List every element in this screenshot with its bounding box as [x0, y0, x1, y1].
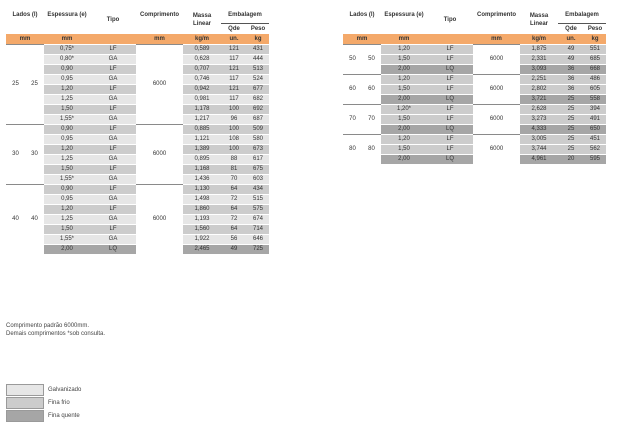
unit-comprimento: mm — [136, 34, 183, 45]
qde-cell: 56 — [221, 235, 247, 245]
tipo-cell: LF — [90, 225, 136, 235]
table-row — [6, 45, 296, 55]
comprimento-value: 6000 — [473, 45, 520, 75]
lado-value: 40 — [6, 185, 25, 255]
qde-cell: 49 — [221, 245, 247, 255]
massa-cell: 0,589 — [183, 45, 221, 55]
left-profile-table — [6, 6, 296, 254]
legend-item — [6, 409, 81, 422]
tipo-cell: LF — [427, 135, 473, 145]
peso-cell: 714 — [247, 225, 269, 235]
header-lados: Lados (l) — [12, 11, 38, 18]
lado-value: 25 — [25, 45, 44, 125]
espessura-cell: 1,20 — [381, 45, 427, 55]
tipo-cell: LQ — [90, 245, 136, 255]
header-massa-linear: Massa Linear — [192, 13, 212, 27]
espessura-cell: 2,00 — [381, 65, 427, 75]
qde-cell: 117 — [221, 75, 247, 85]
qde-cell: 117 — [221, 95, 247, 105]
header-massa-linear: Massa Linear — [529, 13, 549, 27]
massa-cell: 1,168 — [183, 165, 221, 175]
massa-cell: 1,560 — [183, 225, 221, 235]
massa-cell: 4,333 — [520, 125, 558, 135]
tipo-cell: GA — [90, 135, 136, 145]
qde-cell: 64 — [221, 205, 247, 215]
peso-cell: 682 — [247, 95, 269, 105]
espessura-cell: 1,20 — [381, 135, 427, 145]
tipo-cell: GA — [90, 195, 136, 205]
massa-cell: 3,005 — [520, 135, 558, 145]
espessura-cell: 1,20* — [381, 105, 427, 115]
massa-cell: 1,875 — [520, 45, 558, 55]
espessura-cell: 0,90 — [44, 185, 90, 195]
espessura-cell: 1,50 — [381, 145, 427, 155]
peso-cell: 491 — [584, 115, 606, 125]
tipo-cell: GA — [90, 95, 136, 105]
peso-cell: 515 — [247, 195, 269, 205]
legend — [6, 383, 81, 422]
peso-cell: 524 — [247, 75, 269, 85]
massa-cell: 1,860 — [183, 205, 221, 215]
tipo-cell: LF — [427, 85, 473, 95]
massa-cell: 2,628 — [520, 105, 558, 115]
peso-cell: 725 — [247, 245, 269, 255]
header-lados: Lados (l) — [349, 11, 375, 18]
qde-cell: 49 — [558, 45, 584, 55]
massa-cell: 1,389 — [183, 145, 221, 155]
espessura-cell: 1,50 — [381, 55, 427, 65]
header-comprimento: Comprimento — [477, 11, 516, 18]
qde-cell: 36 — [558, 85, 584, 95]
table-row — [6, 185, 296, 195]
unit-comprimento: mm — [473, 34, 520, 45]
peso-cell: 509 — [247, 125, 269, 135]
qde-cell: 64 — [221, 185, 247, 195]
espessura-cell: 1,20 — [44, 145, 90, 155]
tipo-cell: LF — [427, 45, 473, 55]
qde-cell: 100 — [221, 105, 247, 115]
qde-cell: 20 — [558, 155, 584, 165]
note-standard-length: Comprimento padrão 6000mm. — [6, 323, 90, 329]
peso-cell: 434 — [247, 185, 269, 195]
peso-cell: 580 — [247, 135, 269, 145]
comprimento-value: 6000 — [473, 135, 520, 165]
unit-espessura: mm — [44, 34, 90, 45]
peso-cell: 558 — [584, 95, 606, 105]
table-row — [343, 105, 633, 115]
espessura-cell: 1,55* — [44, 175, 90, 185]
massa-cell: 3,721 — [520, 95, 558, 105]
lado-value: 30 — [6, 125, 25, 185]
tipo-cell: GA — [90, 235, 136, 245]
comprimento-value: 6000 — [136, 45, 183, 125]
qde-cell: 36 — [558, 65, 584, 75]
qde-cell: 96 — [221, 115, 247, 125]
tipo-cell: LF — [90, 105, 136, 115]
header-espessura: Espessura (e) — [384, 11, 424, 18]
comprimento-value: 6000 — [136, 125, 183, 185]
espessura-cell: 1,20 — [381, 75, 427, 85]
massa-cell: 0,981 — [183, 95, 221, 105]
peso-cell: 687 — [247, 115, 269, 125]
qde-cell: 25 — [558, 125, 584, 135]
espessura-cell: 1,55* — [44, 235, 90, 245]
tipo-cell: LQ — [427, 95, 473, 105]
qde-cell: 25 — [558, 105, 584, 115]
espessura-cell: 1,25 — [44, 215, 90, 225]
qde-cell: 121 — [221, 65, 247, 75]
espessura-cell: 2,00 — [381, 155, 427, 165]
unit-qde: un. — [558, 34, 584, 45]
note-other-lengths: Demais comprimentos *sob consulta. — [6, 331, 106, 337]
unit-peso: kg — [247, 34, 269, 45]
peso-cell: 605 — [584, 85, 606, 95]
peso-cell: 394 — [584, 105, 606, 115]
massa-cell: 4,961 — [520, 155, 558, 165]
tipo-cell: LF — [90, 145, 136, 155]
qde-cell: 108 — [221, 135, 247, 145]
espessura-cell: 1,50 — [44, 105, 90, 115]
massa-cell: 1,217 — [183, 115, 221, 125]
massa-cell: 0,885 — [183, 125, 221, 135]
qde-cell: 100 — [221, 125, 247, 135]
tipo-cell: LF — [427, 145, 473, 155]
espessura-cell: 0,75* — [44, 45, 90, 55]
qde-cell: 36 — [558, 75, 584, 85]
peso-cell: 575 — [247, 205, 269, 215]
massa-cell: 2,802 — [520, 85, 558, 95]
peso-cell: 603 — [247, 175, 269, 185]
unit-qde: un. — [221, 34, 247, 45]
header-peso: Peso — [250, 26, 266, 32]
massa-cell: 0,942 — [183, 85, 221, 95]
table-row — [343, 45, 633, 55]
tipo-cell: LF — [90, 45, 136, 55]
peso-cell: 562 — [584, 145, 606, 155]
header-comprimento: Comprimento — [140, 11, 179, 18]
tipo-cell: LF — [90, 185, 136, 195]
massa-cell: 1,130 — [183, 185, 221, 195]
espessura-cell: 2,00 — [381, 95, 427, 105]
espessura-cell: 1,55* — [44, 115, 90, 125]
legend-item — [6, 383, 81, 396]
espessura-cell: 1,50 — [381, 115, 427, 125]
table-row — [343, 75, 633, 85]
espessura-cell: 0,95 — [44, 135, 90, 145]
peso-cell: 444 — [247, 55, 269, 65]
tipo-cell: LQ — [427, 155, 473, 165]
tipo-cell: GA — [90, 115, 136, 125]
espessura-cell: 0,95 — [44, 195, 90, 205]
qde-cell: 64 — [221, 225, 247, 235]
espessura-cell: 1,50 — [381, 85, 427, 95]
unit-tipo — [427, 34, 473, 45]
massa-cell: 3,744 — [520, 145, 558, 155]
unit-lados: mm — [343, 34, 381, 45]
espessura-cell: 1,50 — [44, 225, 90, 235]
massa-cell: 1,922 — [183, 235, 221, 245]
header-embalagem: Embalagem — [558, 6, 606, 24]
lado-value: 70 — [343, 105, 362, 135]
tipo-cell: LQ — [427, 125, 473, 135]
header-tipo: Tipo — [443, 17, 457, 23]
qde-cell: 25 — [558, 115, 584, 125]
tipo-cell: GA — [90, 215, 136, 225]
qde-cell: 49 — [558, 55, 584, 65]
right-profile-table — [343, 6, 633, 164]
tipo-cell: LF — [90, 125, 136, 135]
massa-cell: 2,331 — [520, 55, 558, 65]
lado-value: 30 — [25, 125, 44, 185]
header-tipo: Tipo — [106, 17, 120, 23]
peso-cell: 551 — [584, 45, 606, 55]
peso-cell: 675 — [247, 165, 269, 175]
qde-cell: 117 — [221, 55, 247, 65]
legend-item — [6, 396, 81, 409]
legend-label: Galvanizado — [48, 386, 82, 393]
massa-cell: 1,436 — [183, 175, 221, 185]
peso-cell: 668 — [584, 65, 606, 75]
unit-massa: kg/m — [520, 34, 558, 45]
lado-value: 70 — [362, 105, 381, 135]
tipo-cell: GA — [90, 75, 136, 85]
peso-cell: 513 — [247, 65, 269, 75]
table-row — [6, 125, 296, 135]
massa-cell: 0,746 — [183, 75, 221, 85]
comprimento-value: 6000 — [136, 185, 183, 255]
qde-cell: 25 — [558, 145, 584, 155]
peso-cell: 451 — [584, 135, 606, 145]
tipo-cell: LF — [427, 115, 473, 125]
peso-cell: 431 — [247, 45, 269, 55]
header-espessura: Espessura (e) — [47, 11, 87, 18]
espessura-cell: 0,80* — [44, 55, 90, 65]
peso-cell: 646 — [247, 235, 269, 245]
tipo-cell: LF — [90, 85, 136, 95]
lado-value: 80 — [362, 135, 381, 165]
tipo-cell: LF — [427, 75, 473, 85]
qde-cell: 70 — [221, 175, 247, 185]
unit-lados: mm — [6, 34, 44, 45]
qde-cell: 25 — [558, 95, 584, 105]
espessura-cell: 1,20 — [44, 85, 90, 95]
espessura-cell: 1,50 — [44, 165, 90, 175]
header-qde: Qde — [228, 26, 240, 32]
peso-cell: 685 — [584, 55, 606, 65]
massa-cell: 0,707 — [183, 65, 221, 75]
massa-cell: 1,498 — [183, 195, 221, 205]
tipo-cell: GA — [90, 175, 136, 185]
tipo-cell: LF — [427, 55, 473, 65]
qde-cell: 25 — [558, 135, 584, 145]
legend-swatch — [6, 384, 44, 396]
espessura-cell: 2,00 — [381, 125, 427, 135]
massa-cell: 0,628 — [183, 55, 221, 65]
tipo-cell: GA — [90, 155, 136, 165]
tipo-cell: LF — [90, 205, 136, 215]
espessura-cell: 0,90 — [44, 65, 90, 75]
qde-cell: 72 — [221, 215, 247, 225]
massa-cell: 1,193 — [183, 215, 221, 225]
unit-peso: kg — [584, 34, 606, 45]
legend-label: Fina quente — [48, 412, 80, 419]
legend-label: Fina frio — [48, 399, 70, 406]
peso-cell: 650 — [584, 125, 606, 135]
qde-cell: 72 — [221, 195, 247, 205]
peso-cell: 486 — [584, 75, 606, 85]
comprimento-value: 6000 — [473, 105, 520, 135]
tipo-cell: GA — [90, 55, 136, 65]
lado-value: 40 — [25, 185, 44, 255]
legend-swatch — [6, 397, 44, 409]
massa-cell: 3,273 — [520, 115, 558, 125]
unit-tipo — [90, 34, 136, 45]
espessura-cell: 0,90 — [44, 125, 90, 135]
lado-value: 80 — [343, 135, 362, 165]
massa-cell: 2,465 — [183, 245, 221, 255]
lado-value: 60 — [343, 75, 362, 105]
massa-cell: 3,093 — [520, 65, 558, 75]
espessura-cell: 1,25 — [44, 155, 90, 165]
massa-cell: 0,895 — [183, 155, 221, 165]
peso-cell: 674 — [247, 215, 269, 225]
legend-swatch — [6, 410, 44, 422]
unit-massa: kg/m — [183, 34, 221, 45]
qde-cell: 100 — [221, 145, 247, 155]
lado-value: 50 — [362, 45, 381, 75]
espessura-cell: 1,20 — [44, 205, 90, 215]
peso-cell: 673 — [247, 145, 269, 155]
peso-cell: 617 — [247, 155, 269, 165]
massa-cell: 1,178 — [183, 105, 221, 115]
lado-value: 50 — [343, 45, 362, 75]
lado-value: 60 — [362, 75, 381, 105]
massa-cell: 1,121 — [183, 135, 221, 145]
tipo-cell: LQ — [427, 65, 473, 75]
header-peso: Peso — [587, 26, 603, 32]
lado-value: 25 — [6, 45, 25, 125]
tipo-cell: LF — [90, 165, 136, 175]
espessura-cell: 1,25 — [44, 95, 90, 105]
espessura-cell: 0,95 — [44, 75, 90, 85]
qde-cell: 88 — [221, 155, 247, 165]
tipo-cell: LF — [427, 105, 473, 115]
qde-cell: 81 — [221, 165, 247, 175]
comprimento-value: 6000 — [473, 75, 520, 105]
espessura-cell: 2,00 — [44, 245, 90, 255]
header-qde: Qde — [565, 26, 577, 32]
peso-cell: 595 — [584, 155, 606, 165]
peso-cell: 677 — [247, 85, 269, 95]
peso-cell: 692 — [247, 105, 269, 115]
qde-cell: 121 — [221, 45, 247, 55]
tipo-cell: LF — [90, 65, 136, 75]
unit-espessura: mm — [381, 34, 427, 45]
qde-cell: 121 — [221, 85, 247, 95]
massa-cell: 2,251 — [520, 75, 558, 85]
header-embalagem: Embalagem — [221, 6, 269, 24]
table-row — [343, 135, 633, 145]
